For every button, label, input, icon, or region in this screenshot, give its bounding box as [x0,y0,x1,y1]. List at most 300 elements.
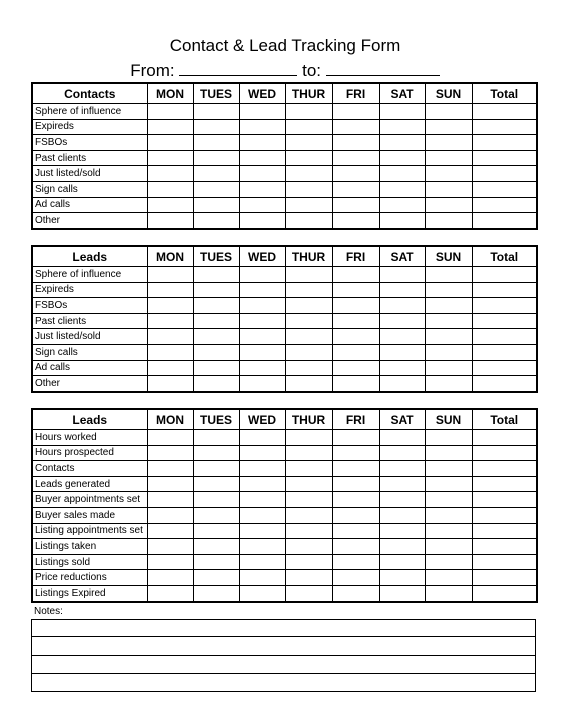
entry-cell[interactable] [147,461,193,477]
row-label: Contacts [32,461,147,477]
entry-cell[interactable] [193,329,239,345]
entry-cell[interactable] [332,119,379,135]
row-label: Expireds [32,282,147,298]
entry-cell[interactable] [147,539,193,555]
entry-cell[interactable] [193,166,239,182]
entry-cell[interactable] [239,445,285,461]
total-cell[interactable] [472,445,537,461]
entry-cell[interactable] [379,570,425,586]
day-header-tues: TUES [193,409,239,430]
total-cell[interactable] [472,461,537,477]
entry-cell[interactable] [193,344,239,360]
day-header-sat: SAT [379,409,425,430]
row-label: Sphere of influence [32,104,147,120]
contacts-table [31,82,538,230]
entry-cell[interactable] [239,507,285,523]
entry-cell[interactable] [147,267,193,283]
row-label: FSBOs [32,135,147,151]
table-row [32,376,537,392]
entry-cell[interactable] [147,476,193,492]
total-cell[interactable] [472,119,537,135]
entry-cell[interactable] [379,181,425,197]
entry-cell[interactable] [425,554,472,570]
row-label: Listings sold [32,554,147,570]
entry-cell[interactable] [285,445,332,461]
entry-cell[interactable] [147,523,193,539]
entry-cell[interactable] [332,166,379,182]
total-cell[interactable] [472,282,537,298]
row-label: Past clients [32,150,147,166]
total-cell[interactable] [472,329,537,345]
entry-cell[interactable] [147,181,193,197]
total-cell[interactable] [472,523,537,539]
entry-cell[interactable] [239,492,285,508]
entry-cell[interactable] [425,476,472,492]
entry-cell[interactable] [285,376,332,392]
entry-cell[interactable] [239,539,285,555]
table-row [32,445,537,461]
entry-cell[interactable] [332,523,379,539]
entry-cell[interactable] [239,554,285,570]
entry-cell[interactable] [332,507,379,523]
entry-cell[interactable] [379,360,425,376]
entry-cell[interactable] [193,507,239,523]
table-row [32,135,537,151]
day-header-tues: TUES [193,83,239,104]
entry-cell[interactable] [425,329,472,345]
entry-cell[interactable] [147,104,193,120]
row-label: Listings Expired [32,585,147,601]
entry-cell[interactable] [147,554,193,570]
row-label: Just listed/sold [32,329,147,345]
total-cell[interactable] [472,166,537,182]
entry-cell[interactable] [425,181,472,197]
table-row [32,166,537,182]
entry-cell[interactable] [193,313,239,329]
entry-cell[interactable] [285,492,332,508]
entry-cell[interactable] [332,445,379,461]
entry-cell[interactable] [425,445,472,461]
entry-cell[interactable] [379,197,425,213]
entry-cell[interactable] [239,360,285,376]
entry-cell[interactable] [332,213,379,229]
total-cell[interactable] [472,213,537,229]
entry-cell[interactable] [425,344,472,360]
header-row [32,83,537,104]
entry-cell[interactable] [193,298,239,314]
row-label: Ad calls [32,360,147,376]
entry-cell[interactable] [147,313,193,329]
total-cell[interactable] [472,313,537,329]
day-header-mon: MON [147,409,193,430]
entry-cell[interactable] [147,282,193,298]
table-row [32,119,537,135]
entry-cell[interactable] [379,267,425,283]
entry-cell[interactable] [193,104,239,120]
entry-cell[interactable] [332,267,379,283]
entry-cell[interactable] [425,267,472,283]
entry-cell[interactable] [332,570,379,586]
day-header-tues: TUES [193,246,239,267]
entry-cell[interactable] [285,267,332,283]
entry-cell[interactable] [285,430,332,446]
entry-cell[interactable] [332,313,379,329]
row-label: Sphere of influence [32,267,147,283]
row-label: Other [32,213,147,229]
entry-cell[interactable] [147,119,193,135]
notes-line[interactable] [31,656,536,674]
entry-cell[interactable] [285,329,332,345]
entry-cell[interactable] [425,570,472,586]
entry-cell[interactable] [379,282,425,298]
to-date-field[interactable] [326,61,440,76]
entry-cell[interactable] [332,344,379,360]
row-label: Past clients [32,313,147,329]
entry-cell[interactable] [285,476,332,492]
total-cell[interactable] [472,267,537,283]
entry-cell[interactable] [239,267,285,283]
entry-cell[interactable] [285,197,332,213]
entry-cell[interactable] [193,360,239,376]
entry-cell[interactable] [285,360,332,376]
entry-cell[interactable] [193,181,239,197]
table-row [32,585,537,601]
total-cell[interactable] [472,507,537,523]
table-row [32,492,537,508]
entry-cell[interactable] [239,135,285,151]
header-row [32,246,537,267]
entry-cell[interactable] [379,135,425,151]
entry-cell[interactable] [425,430,472,446]
day-header-thur: THUR [285,83,332,104]
entry-cell[interactable] [285,282,332,298]
day-header-sun: SUN [425,246,472,267]
entry-cell[interactable] [193,570,239,586]
entry-cell[interactable] [285,554,332,570]
notes-area [31,619,536,692]
entry-cell[interactable] [425,507,472,523]
entry-cell[interactable] [193,150,239,166]
entry-cell[interactable] [193,119,239,135]
entry-cell[interactable] [332,329,379,345]
table-row [32,554,537,570]
entry-cell[interactable] [379,104,425,120]
total-cell[interactable] [472,376,537,392]
entry-cell[interactable] [285,539,332,555]
table-row [32,430,537,446]
entry-cell[interactable] [193,282,239,298]
entry-cell[interactable] [379,329,425,345]
entry-cell[interactable] [239,119,285,135]
day-header-fri: FRI [332,409,379,430]
entry-cell[interactable] [285,298,332,314]
entry-cell[interactable] [332,476,379,492]
entry-cell[interactable] [193,135,239,151]
entry-cell[interactable] [239,213,285,229]
entry-cell[interactable] [332,585,379,601]
entry-cell[interactable] [425,298,472,314]
total-cell[interactable] [472,554,537,570]
entry-cell[interactable] [193,267,239,283]
entry-cell[interactable] [193,461,239,477]
entry-cell[interactable] [239,313,285,329]
entry-cell[interactable] [425,166,472,182]
entry-cell[interactable] [193,554,239,570]
entry-cell[interactable] [239,344,285,360]
entry-cell[interactable] [239,523,285,539]
entry-cell[interactable] [425,539,472,555]
entry-cell[interactable] [285,135,332,151]
notes-line[interactable] [31,674,536,692]
entry-cell[interactable] [193,197,239,213]
entry-cell[interactable] [239,166,285,182]
entry-cell[interactable] [425,197,472,213]
total-cell[interactable] [472,344,537,360]
table-row [32,461,537,477]
entry-cell[interactable] [285,523,332,539]
entry-cell[interactable] [193,476,239,492]
entry-cell[interactable] [285,570,332,586]
entry-cell[interactable] [379,430,425,446]
entry-cell[interactable] [332,554,379,570]
total-header: Total [472,409,537,430]
entry-cell[interactable] [285,461,332,477]
entry-cell[interactable] [239,329,285,345]
entry-cell[interactable] [147,298,193,314]
entry-cell[interactable] [379,298,425,314]
entry-cell[interactable] [379,344,425,360]
entry-cell[interactable] [332,539,379,555]
entry-cell[interactable] [147,197,193,213]
entry-cell[interactable] [379,313,425,329]
entry-cell[interactable] [379,150,425,166]
entry-cell[interactable] [332,197,379,213]
entry-cell[interactable] [147,329,193,345]
total-cell[interactable] [472,570,537,586]
table-row [32,197,537,213]
entry-cell[interactable] [425,461,472,477]
from-label: From: [130,61,175,80]
entry-cell[interactable] [193,539,239,555]
table-row [32,523,537,539]
entry-cell[interactable] [147,344,193,360]
entry-cell[interactable] [379,507,425,523]
table-row [32,507,537,523]
entry-cell[interactable] [285,181,332,197]
entry-cell[interactable] [193,430,239,446]
row-label: Price reductions [32,570,147,586]
entry-cell[interactable] [425,213,472,229]
entry-cell[interactable] [379,445,425,461]
table-heading: Contacts [32,83,147,104]
notes-line[interactable] [31,637,536,655]
total-cell[interactable] [472,430,537,446]
day-header-thur: THUR [285,409,332,430]
total-header: Total [472,246,537,267]
entry-cell[interactable] [147,507,193,523]
row-label: Buyer appointments set [32,492,147,508]
entry-cell[interactable] [285,150,332,166]
entry-cell[interactable] [193,213,239,229]
entry-cell[interactable] [147,570,193,586]
entry-cell[interactable] [425,376,472,392]
entry-cell[interactable] [193,523,239,539]
total-header: Total [472,83,537,104]
row-label: Hours prospected [32,445,147,461]
entry-cell[interactable] [425,104,472,120]
entry-cell[interactable] [332,282,379,298]
table-row [32,150,537,166]
table-row [32,329,537,345]
entry-cell[interactable] [425,492,472,508]
entry-cell[interactable] [332,376,379,392]
entry-cell[interactable] [147,150,193,166]
entry-cell[interactable] [332,298,379,314]
total-cell[interactable] [472,150,537,166]
entry-cell[interactable] [332,181,379,197]
day-header-fri: FRI [332,83,379,104]
day-header-wed: WED [239,246,285,267]
day-header-sun: SUN [425,409,472,430]
entry-cell[interactable] [285,507,332,523]
day-header-thur: THUR [285,246,332,267]
entry-cell[interactable] [285,166,332,182]
entry-cell[interactable] [285,344,332,360]
entry-cell[interactable] [239,298,285,314]
entry-cell[interactable] [285,585,332,601]
total-cell[interactable] [472,585,537,601]
entry-cell[interactable] [379,119,425,135]
row-label: Hours worked [32,430,147,446]
entry-cell[interactable] [379,213,425,229]
entry-cell[interactable] [147,585,193,601]
entry-cell[interactable] [425,119,472,135]
entry-cell[interactable] [425,282,472,298]
row-label: Listing appointments set [32,523,147,539]
total-cell[interactable] [472,298,537,314]
day-header-fri: FRI [332,246,379,267]
entry-cell[interactable] [193,445,239,461]
entry-cell[interactable] [379,376,425,392]
table-row [32,570,537,586]
table-row [32,267,537,283]
row-label: Just listed/sold [32,166,147,182]
entry-cell[interactable] [147,376,193,392]
entry-cell[interactable] [332,430,379,446]
leads-table [31,245,538,393]
entry-cell[interactable] [239,585,285,601]
row-label: Listings taken [32,539,147,555]
entry-cell[interactable] [239,197,285,213]
entry-cell[interactable] [285,104,332,120]
entry-cell[interactable] [193,585,239,601]
total-cell[interactable] [472,360,537,376]
entry-cell[interactable] [379,166,425,182]
entry-cell[interactable] [239,461,285,477]
entry-cell[interactable] [285,313,332,329]
table-row [32,104,537,120]
entry-cell[interactable] [193,376,239,392]
entry-cell[interactable] [332,492,379,508]
entry-cell[interactable] [239,570,285,586]
entry-cell[interactable] [239,376,285,392]
entry-cell[interactable] [379,554,425,570]
total-cell[interactable] [472,539,537,555]
entry-cell[interactable] [239,282,285,298]
entry-cell[interactable] [239,150,285,166]
table-row [32,298,537,314]
entry-cell[interactable] [332,135,379,151]
entry-cell[interactable] [239,181,285,197]
entry-cell[interactable] [425,585,472,601]
entry-cell[interactable] [379,492,425,508]
entry-cell[interactable] [425,523,472,539]
table-row [32,181,537,197]
row-label: Leads generated [32,476,147,492]
table-row [32,213,537,229]
form-title: Contact & Lead Tracking Form [169,36,401,55]
entry-cell[interactable] [147,166,193,182]
entry-cell[interactable] [147,213,193,229]
entry-cell[interactable] [332,150,379,166]
entry-cell[interactable] [332,360,379,376]
table-row [32,476,537,492]
entry-cell[interactable] [379,523,425,539]
entry-cell[interactable] [425,360,472,376]
total-cell[interactable] [472,492,537,508]
day-header-sat: SAT [379,83,425,104]
entry-cell[interactable] [379,461,425,477]
day-header-wed: WED [239,409,285,430]
day-header-mon: MON [147,83,193,104]
from-date-field[interactable] [179,61,297,76]
entry-cell[interactable] [285,213,332,229]
entry-cell[interactable] [147,492,193,508]
total-cell[interactable] [472,135,537,151]
entry-cell[interactable] [147,135,193,151]
day-header-wed: WED [239,83,285,104]
table-row [32,282,537,298]
total-cell[interactable] [472,181,537,197]
total-cell[interactable] [472,197,537,213]
entry-cell[interactable] [239,430,285,446]
total-cell[interactable] [472,476,537,492]
entry-cell[interactable] [332,104,379,120]
entry-cell[interactable] [147,360,193,376]
table-row [32,539,537,555]
header-row [32,409,537,430]
table-heading: Leads [32,246,147,267]
entry-cell[interactable] [285,119,332,135]
total-cell[interactable] [472,104,537,120]
entry-cell[interactable] [147,430,193,446]
entry-cell[interactable] [147,445,193,461]
row-label: Other [32,376,147,392]
entry-cell[interactable] [425,150,472,166]
table-row [32,313,537,329]
entry-cell[interactable] [425,135,472,151]
entry-cell[interactable] [379,539,425,555]
entry-cell[interactable] [425,313,472,329]
entry-cell[interactable] [379,585,425,601]
entry-cell[interactable] [239,476,285,492]
entry-cell[interactable] [332,461,379,477]
entry-cell[interactable] [379,476,425,492]
entry-cell[interactable] [193,492,239,508]
entry-cell[interactable] [239,104,285,120]
table-row [32,344,537,360]
notes-line[interactable] [31,619,536,637]
